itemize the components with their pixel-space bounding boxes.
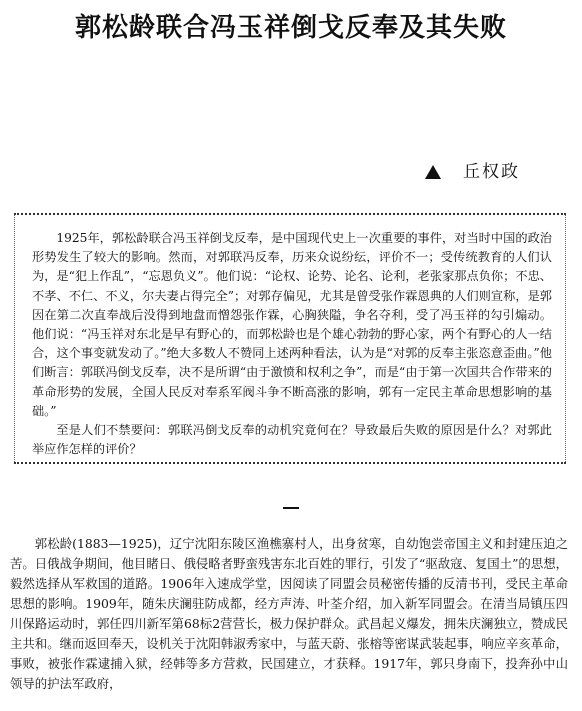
section-number [0,497,582,516]
author-name: 丘权政 [463,162,520,182]
abstract-border-left [14,215,15,462]
body-paragraph: 郭松龄(1883—1925)，辽宁沈阳东陵区渔樵寨村人，出身贫寒，自幼饱尝帝国主义和封建压迫之苦。日俄战争期间，他目睹日、俄侵略者野蛮残害东北百姓的罪行，引发了“驱敌寇、复国土”的思想，毅然选择从军救国的道路。1906年入速成学堂，因阅读了同盟会员秘密传播的反清书刊，受民主革命思想的影响。1909年，随朱庆澜驻防成都，经方声涛、叶荃介绍，加入新军同盟会。在清当局镇压四川保路运动时，郭任四川新军第68标2营营长，极力保护群众。武昌起义爆发，拥朱庆澜独立，赞成民主共和。继而返回奉天，设机关于沈阳韩淑秀家中，与蓝天蔚、张榕等密谋武装起事，响应辛亥革命，事败，被张作霖逮捕入狱，经韩等多方营救，民国建立，才获释。1917年，郭只身南下，投奔孙中山领导的护法军政府， [10,536,568,691]
abstract-border-right [565,215,566,462]
abstract-text [32,229,552,459]
abstract-paragraph: 至是人们不禁要问：郭联冯倒戈反奉的动机究竟何在？导致最后失败的原因是什么？对郭此举应作怎样的评价？ [32,423,552,457]
author-byline [425,160,520,184]
abstract-box [14,213,566,464]
article-title: 郭松龄联合冯玉祥倒戈反奉及其失败 [74,13,507,43]
section-number-glyph [283,507,299,509]
body-text [10,534,568,694]
triangle-marker-icon [425,165,441,179]
abstract-paragraph: 1925年，郭松龄联合冯玉祥倒戈反奉，是中国现代史上一次重要的事件，对当时中国的政治形势发生了较大的影响。然而，对郭联冯反奉，历来众说纷纭，评价不一；受传统教育的人们认为，是“犯上作乱”，“忘恩负义”。他们说：“论权、论势、论名、论利，老张家那点负你；不忠、不孝、不仁、不义，尔夫妻占得完全”；对郭存偏见，尤其是曾受张作霖恩典的人们则宣称，是郭因在第二次直奉战后没得到地盘而憎怨张作霖，心胸狭隘，争名夺利，受了冯玉祥的勾引煽动。他们说：“冯玉祥对东北是早有野心的，而郭松龄也是个雄心勃勃的野心家，两个有野心的人一结合，这个事变就发动了。”绝大多数人不赞同上述两种看法，认为是“对郭的反奉主张恣意歪曲。”他们断言：郭联冯倒戈反奉，决不是所谓“由于激愤和权利之争”，而是“由于第一次国共合作带来的革命形势的发展，全国人民反对奉系军阀斗争不断高涨的影响，郭有一定民主革命思想影响的基础。” [32,231,552,418]
